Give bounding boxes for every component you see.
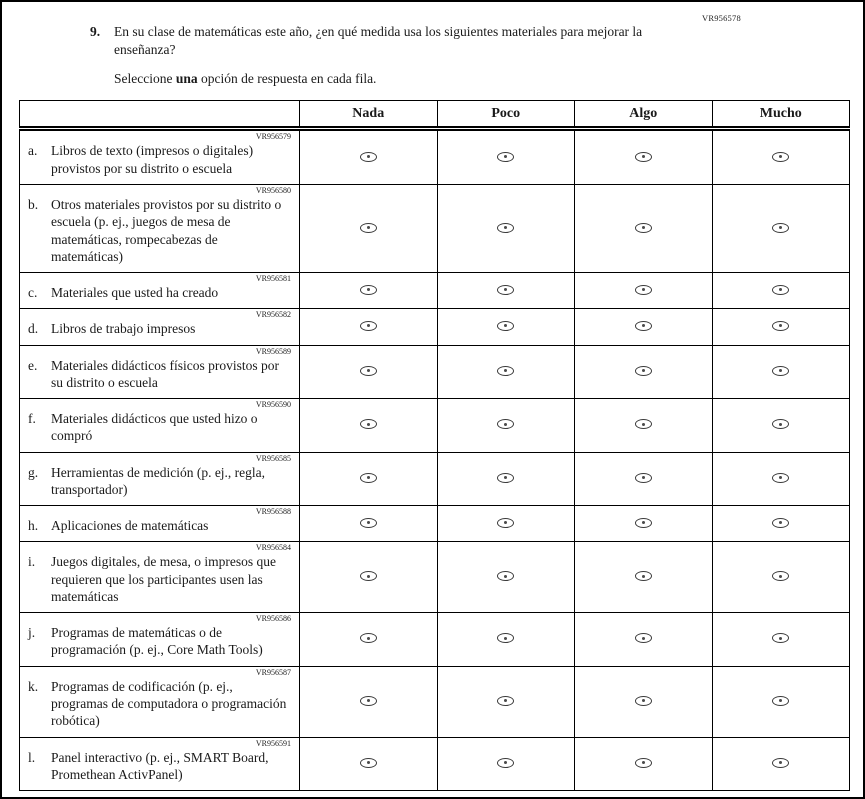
response-oval-icon[interactable] bbox=[772, 223, 789, 233]
option-cell-algo bbox=[575, 345, 713, 399]
item-text: Aplicaciones de matemáticas bbox=[51, 518, 209, 534]
option-cell-mucho bbox=[712, 452, 850, 506]
response-oval-icon[interactable] bbox=[635, 321, 652, 331]
item-code: VR956589 bbox=[255, 346, 291, 356]
option-cell-algo bbox=[575, 542, 713, 613]
option-cell-poco bbox=[437, 542, 575, 613]
item-code: VR956582 bbox=[255, 310, 291, 320]
item-cell bbox=[20, 542, 300, 613]
item-code: VR956580 bbox=[255, 185, 291, 195]
question bbox=[90, 23, 863, 59]
item-code: VR956587 bbox=[255, 667, 291, 677]
item-label bbox=[28, 357, 291, 392]
item-label bbox=[28, 284, 291, 301]
column-header-poco: Poco bbox=[437, 101, 575, 129]
response-oval-icon[interactable] bbox=[497, 366, 514, 376]
instruction-prefix: Seleccione bbox=[114, 71, 176, 87]
option-cell-poco bbox=[437, 666, 575, 737]
option-cell-algo bbox=[575, 666, 713, 737]
table-row bbox=[20, 666, 850, 737]
question-number: 9. bbox=[90, 24, 101, 39]
response-oval-icon[interactable] bbox=[497, 152, 514, 162]
option-cell-nada bbox=[300, 613, 438, 667]
item-label bbox=[28, 410, 291, 445]
table-row bbox=[20, 542, 850, 613]
option-cell-algo bbox=[575, 273, 713, 309]
response-oval-icon[interactable] bbox=[360, 473, 377, 483]
response-oval-icon[interactable] bbox=[635, 366, 652, 376]
table-row bbox=[20, 399, 850, 453]
item-code: VR956588 bbox=[255, 507, 291, 517]
item-text: Otros materiales provistos por su distrito o escuela (p. ej., juegos de mesa de matemáticas, rompecabezas de matemáticas) bbox=[51, 196, 282, 264]
response-oval-icon[interactable] bbox=[360, 223, 377, 233]
option-cell-nada bbox=[300, 666, 438, 737]
item-code: VR956585 bbox=[255, 453, 291, 463]
table-row bbox=[20, 129, 850, 185]
option-cell-algo bbox=[575, 613, 713, 667]
option-cell-nada bbox=[300, 129, 438, 185]
item-text: Materiales didácticos que usted hizo o compró bbox=[51, 411, 258, 444]
column-header-nada: Nada bbox=[300, 101, 438, 129]
response-oval-icon[interactable] bbox=[635, 223, 652, 233]
item-text: Materiales que usted ha creado bbox=[51, 285, 219, 301]
item-label bbox=[28, 517, 291, 534]
option-cell-poco bbox=[437, 345, 575, 399]
column-header-algo: Algo bbox=[575, 101, 713, 129]
response-oval-icon[interactable] bbox=[360, 285, 377, 295]
response-oval-icon[interactable] bbox=[635, 633, 652, 643]
response-oval-icon[interactable] bbox=[497, 285, 514, 295]
option-cell-poco bbox=[437, 506, 575, 542]
option-cell-mucho bbox=[712, 129, 850, 185]
item-text: Panel interactivo (p. ej., SMART Board, Promethean ActivPanel) bbox=[51, 749, 269, 782]
response-oval-icon[interactable] bbox=[360, 152, 377, 162]
item-label bbox=[28, 320, 291, 337]
item-label bbox=[28, 196, 291, 265]
option-cell-nada bbox=[300, 542, 438, 613]
item-letter: j. bbox=[28, 625, 36, 641]
matrix-header bbox=[20, 101, 850, 129]
response-matrix bbox=[19, 100, 850, 791]
item-letter: k. bbox=[28, 678, 39, 694]
response-oval-icon[interactable] bbox=[635, 285, 652, 295]
table-row bbox=[20, 184, 850, 272]
item-letter: b. bbox=[28, 196, 39, 212]
table-row bbox=[20, 273, 850, 309]
item-cell bbox=[20, 309, 300, 345]
item-label bbox=[28, 749, 291, 784]
response-oval-icon[interactable] bbox=[497, 419, 514, 429]
item-cell bbox=[20, 273, 300, 309]
response-oval-icon[interactable] bbox=[772, 152, 789, 162]
item-code: VR956590 bbox=[255, 400, 291, 410]
response-oval-icon[interactable] bbox=[497, 518, 514, 528]
table-row bbox=[20, 309, 850, 345]
response-oval-icon[interactable] bbox=[635, 152, 652, 162]
option-cell-algo bbox=[575, 309, 713, 345]
response-oval-icon[interactable] bbox=[360, 633, 377, 643]
item-cell bbox=[20, 184, 300, 272]
response-oval-icon[interactable] bbox=[635, 696, 652, 706]
item-text: Materiales didácticos físicos provistos por su distrito o escuela bbox=[51, 357, 279, 390]
response-oval-icon[interactable] bbox=[635, 419, 652, 429]
item-label bbox=[28, 678, 291, 730]
response-oval-icon[interactable] bbox=[360, 419, 377, 429]
response-oval-icon[interactable] bbox=[360, 571, 377, 581]
option-cell-poco bbox=[437, 129, 575, 185]
table-row bbox=[20, 452, 850, 506]
table-row bbox=[20, 613, 850, 667]
item-text: Juegos digitales, de mesa, o impresos que requieren que los participantes usen las matemáticas bbox=[51, 554, 276, 604]
response-oval-icon[interactable] bbox=[635, 518, 652, 528]
response-oval-icon[interactable] bbox=[772, 633, 789, 643]
empty-header-cell bbox=[20, 101, 300, 129]
item-text: Programas de codificación (p. ej., programas de computadora o programación robótica) bbox=[51, 678, 287, 729]
option-cell-mucho bbox=[712, 309, 850, 345]
item-cell bbox=[20, 666, 300, 737]
item-letter: g. bbox=[28, 464, 39, 480]
response-oval-icon[interactable] bbox=[360, 366, 377, 376]
option-cell-mucho bbox=[712, 184, 850, 272]
response-oval-icon[interactable] bbox=[772, 366, 789, 376]
matrix-body bbox=[20, 129, 850, 791]
item-text: Libros de texto (impresos o digitales) provistos por su distrito o escuela bbox=[51, 143, 254, 176]
instruction-suffix: opción de respuesta en cada fila. bbox=[197, 71, 377, 87]
response-oval-icon[interactable] bbox=[497, 321, 514, 331]
option-cell-poco bbox=[437, 737, 575, 791]
item-cell bbox=[20, 613, 300, 667]
option-cell-poco bbox=[437, 613, 575, 667]
item-cell bbox=[20, 506, 300, 542]
option-cell-poco bbox=[437, 273, 575, 309]
response-oval-icon[interactable] bbox=[497, 571, 514, 581]
option-cell-poco bbox=[437, 399, 575, 453]
item-letter: c. bbox=[28, 285, 38, 301]
item-letter: e. bbox=[28, 357, 38, 373]
table-row bbox=[20, 737, 850, 791]
response-oval-icon[interactable] bbox=[497, 633, 514, 643]
item-cell bbox=[20, 129, 300, 185]
option-cell-algo bbox=[575, 184, 713, 272]
item-label bbox=[28, 464, 291, 499]
item-code: VR956586 bbox=[255, 614, 291, 624]
response-oval-icon[interactable] bbox=[772, 321, 789, 331]
item-code: VR956579 bbox=[255, 132, 291, 142]
response-oval-icon[interactable] bbox=[360, 758, 377, 768]
response-oval-icon[interactable] bbox=[497, 696, 514, 706]
option-cell-nada bbox=[300, 737, 438, 791]
response-oval-icon[interactable] bbox=[497, 758, 514, 768]
option-cell-mucho bbox=[712, 506, 850, 542]
item-text: Libros de trabajo impresos bbox=[51, 321, 196, 337]
header-row bbox=[20, 101, 850, 129]
item-text: Programas de matemáticas o de programación (p. ej., Core Math Tools) bbox=[51, 625, 263, 658]
item-letter: h. bbox=[28, 518, 39, 534]
option-cell-mucho bbox=[712, 613, 850, 667]
item-code: VR956584 bbox=[255, 543, 291, 553]
table-row bbox=[20, 506, 850, 542]
column-header-mucho: Mucho bbox=[712, 101, 850, 129]
response-oval-icon[interactable] bbox=[772, 285, 789, 295]
option-cell-nada bbox=[300, 452, 438, 506]
response-oval-icon[interactable] bbox=[360, 321, 377, 331]
item-letter: a. bbox=[28, 143, 38, 159]
option-cell-nada bbox=[300, 506, 438, 542]
item-letter: d. bbox=[28, 321, 39, 337]
item-cell bbox=[20, 452, 300, 506]
instruction-bold: una bbox=[175, 71, 198, 87]
response-oval-icon[interactable] bbox=[497, 223, 514, 233]
response-oval-icon[interactable] bbox=[497, 473, 514, 483]
option-cell-mucho bbox=[712, 345, 850, 399]
option-cell-poco bbox=[437, 452, 575, 506]
form-code: VR956578 bbox=[702, 13, 741, 23]
option-cell-mucho bbox=[712, 737, 850, 791]
item-label bbox=[28, 553, 291, 605]
response-oval-icon[interactable] bbox=[360, 518, 377, 528]
item-cell bbox=[20, 737, 300, 791]
item-letter: f. bbox=[28, 411, 36, 427]
item-text: Herramientas de medición (p. ej., regla, transportador) bbox=[51, 464, 266, 497]
option-cell-algo bbox=[575, 737, 713, 791]
option-cell-algo bbox=[575, 399, 713, 453]
response-oval-icon[interactable] bbox=[635, 473, 652, 483]
option-cell-nada bbox=[300, 309, 438, 345]
question-text: En su clase de matemáticas este año, ¿en qué medida usa los siguientes materiales para mejorar la enseñanza? bbox=[114, 24, 643, 58]
option-cell-algo bbox=[575, 129, 713, 185]
option-cell-algo bbox=[575, 506, 713, 542]
response-oval-icon[interactable] bbox=[772, 419, 789, 429]
option-cell-nada bbox=[300, 273, 438, 309]
item-code: VR956581 bbox=[255, 274, 291, 284]
item-code: VR956591 bbox=[255, 738, 291, 748]
item-letter: l. bbox=[28, 749, 36, 765]
response-oval-icon[interactable] bbox=[772, 571, 789, 581]
option-cell-nada bbox=[300, 184, 438, 272]
option-cell-mucho bbox=[712, 542, 850, 613]
response-oval-icon[interactable] bbox=[772, 473, 789, 483]
response-oval-icon[interactable] bbox=[635, 571, 652, 581]
option-cell-nada bbox=[300, 399, 438, 453]
item-cell bbox=[20, 399, 300, 453]
response-oval-icon[interactable] bbox=[635, 758, 652, 768]
response-oval-icon[interactable] bbox=[772, 696, 789, 706]
instruction bbox=[114, 71, 863, 87]
option-cell-mucho bbox=[712, 273, 850, 309]
response-oval-icon[interactable] bbox=[360, 696, 377, 706]
item-label bbox=[28, 142, 291, 177]
item-letter: i. bbox=[28, 554, 36, 570]
item-label bbox=[28, 624, 291, 659]
option-cell-algo bbox=[575, 452, 713, 506]
table-row bbox=[20, 345, 850, 399]
option-cell-mucho bbox=[712, 666, 850, 737]
item-cell bbox=[20, 345, 300, 399]
response-oval-icon[interactable] bbox=[772, 758, 789, 768]
option-cell-mucho bbox=[712, 399, 850, 453]
response-oval-icon[interactable] bbox=[772, 518, 789, 528]
option-cell-poco bbox=[437, 184, 575, 272]
option-cell-nada bbox=[300, 345, 438, 399]
option-cell-poco bbox=[437, 309, 575, 345]
